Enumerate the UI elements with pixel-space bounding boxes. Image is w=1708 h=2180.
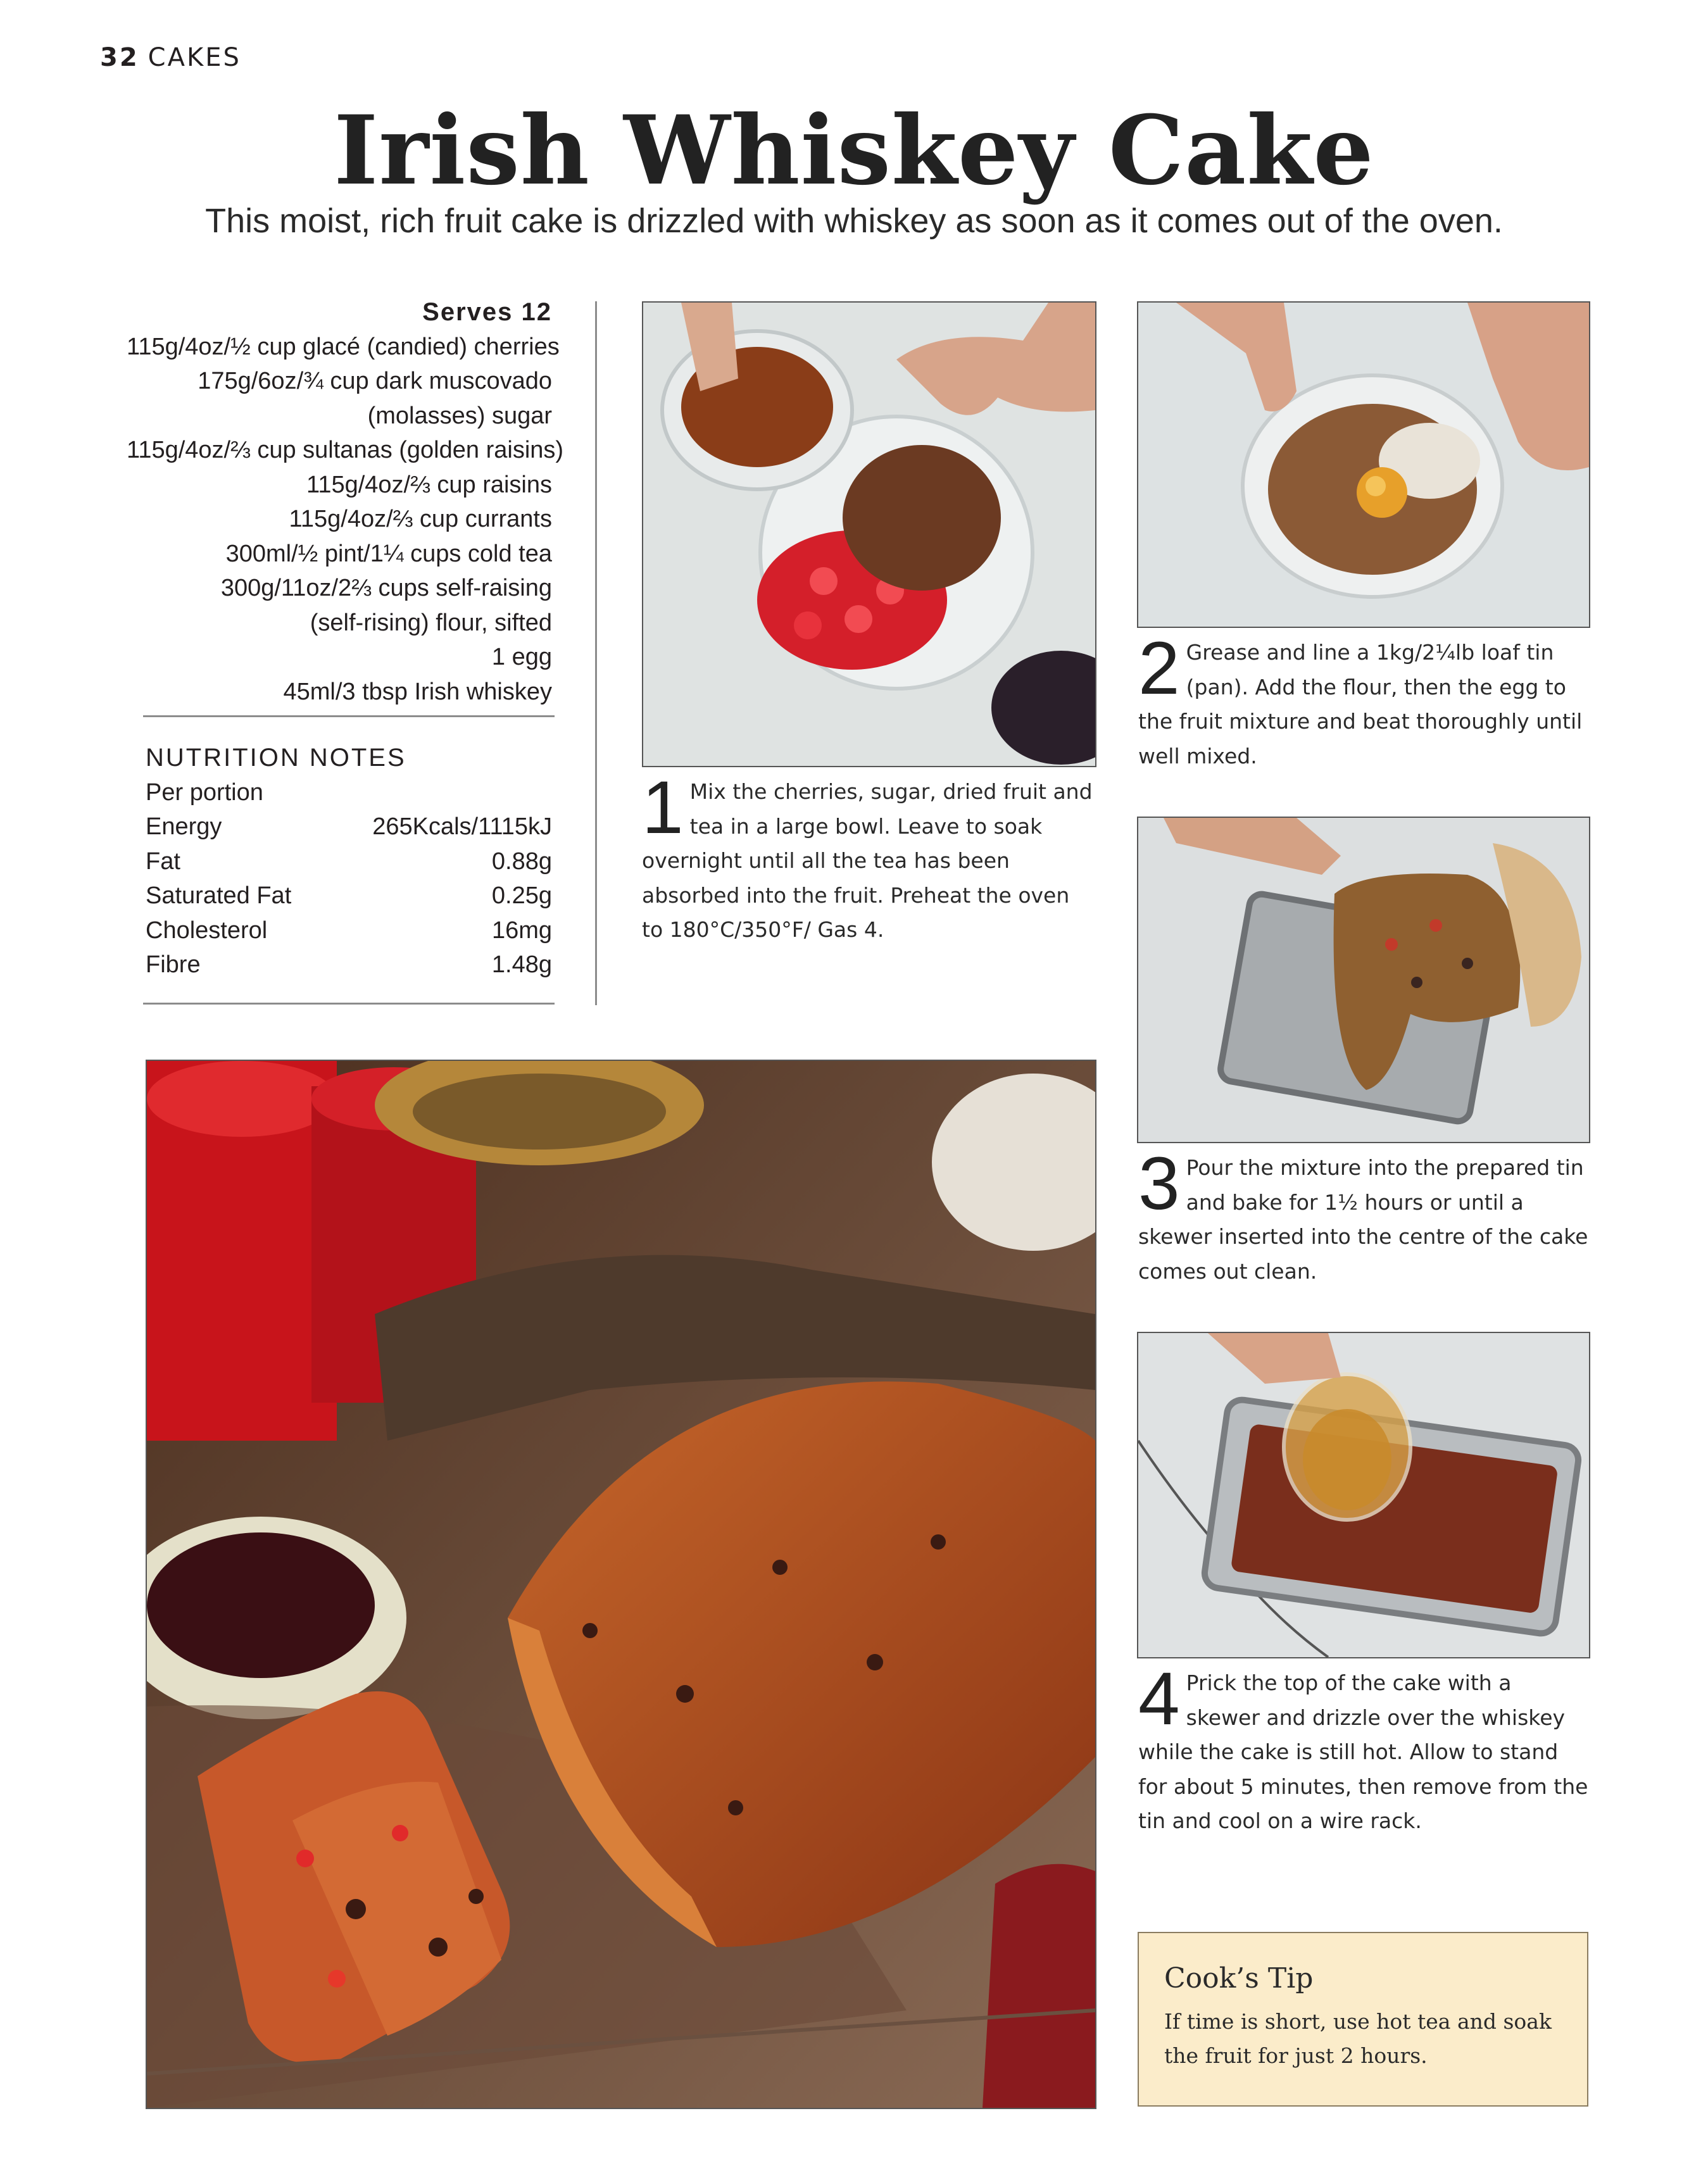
ingredients-divider xyxy=(143,715,555,717)
page-title: Irish Whiskey Cake xyxy=(334,95,1374,206)
page-number: 32 xyxy=(100,43,139,72)
per-portion-label: Per portion xyxy=(146,779,263,806)
nutrition-label: Fat xyxy=(146,848,180,875)
ingredient-line: 115g/4oz/⅔ cup sultanas (golden raisins) xyxy=(127,437,564,463)
nutrition-value: 1.48g xyxy=(491,951,552,978)
nutrition-row xyxy=(146,844,552,879)
ingredient-line: 1 egg xyxy=(491,644,552,670)
nutrition-value: 0.25g xyxy=(491,882,552,909)
nutrition-notes xyxy=(146,741,552,982)
ingredient-line: 115g/4oz/⅔ cup currants xyxy=(289,506,552,532)
step-1-photo xyxy=(642,301,1096,767)
nutrition-row xyxy=(146,810,552,844)
step-number: 1 xyxy=(642,766,684,849)
nutrition-label: Saturated Fat xyxy=(146,882,292,909)
step-number: 4 xyxy=(1138,1657,1180,1741)
mixing-bowl-illustration xyxy=(1138,303,1589,627)
nutrition-heading: NUTRITION NOTES xyxy=(146,744,406,772)
ingredient-line: 115g/4oz/⅔ cup raisins xyxy=(306,471,552,498)
ingredient-line: 115g/4oz/½ cup glacé (candied) cherries xyxy=(127,333,560,360)
nutrition-label: Cholesterol xyxy=(146,917,268,944)
cooks-tip-body: If time is short, use hot tea and soak the fruit for just 2 hours. xyxy=(1164,2009,1552,2068)
step-4-photo xyxy=(1137,1332,1590,1658)
page-subtitle: This moist, rich fruit cake is drizzled with whiskey as soon as it comes out of the oven. xyxy=(205,202,1503,240)
cooks-tip-box xyxy=(1138,1932,1588,2107)
step-4 xyxy=(1138,1657,1589,1839)
nutrition-value: 0.88g xyxy=(491,848,552,875)
step-1 xyxy=(642,766,1095,948)
nutrition-label: Energy xyxy=(146,813,222,840)
nutrition-divider xyxy=(143,1003,555,1005)
step-3 xyxy=(1138,1142,1589,1289)
pouring-batter-illustration xyxy=(1138,818,1589,1142)
section-label: CAKES xyxy=(148,43,241,72)
step-text: Mix the cherries, sugar, dried fruit and tea in a large bowl. Leave to soak overnight until all the tea has been absorbed into the fruit. Preheat the oven to 180°C/350°F/ Gas 4. xyxy=(642,779,1093,942)
ingredients-list xyxy=(127,295,564,709)
running-head xyxy=(100,43,241,72)
cooks-tip-heading: Cook’s Tip xyxy=(1164,1962,1314,1995)
step-number: 3 xyxy=(1138,1142,1180,1225)
step-3-photo xyxy=(1137,817,1590,1143)
column-divider xyxy=(595,301,597,1005)
step-text: Grease and line a 1kg/2¼lb loaf tin (pan). Add the flour, then the egg to the fruit mixture and beat thoroughly until well mixed. xyxy=(1138,640,1583,768)
whiskey-cake-illustration xyxy=(147,1061,1095,2108)
nutrition-label: Fibre xyxy=(146,951,201,978)
fruit-bowls-illustration xyxy=(643,303,1095,766)
ingredient-line: 300g/11oz/2⅔ cups self-raising xyxy=(220,575,552,601)
ingredient-line: 175g/6oz/¾ cup dark muscovado xyxy=(198,368,552,394)
serves-label: Serves 12 xyxy=(422,298,552,326)
nutrition-value: 265Kcals/1115kJ xyxy=(372,813,552,840)
step-text: Pour the mixture into the prepared tin and bake for 1½ hours or until a skewer inserted into the centre of the cake comes out clean. xyxy=(1138,1155,1588,1284)
step-text: Prick the top of the cake with a skewer and drizzle over the whiskey while the cake is still hot. Allow to stand for about 5 minutes, then remove from the tin and cool on a wire rack. xyxy=(1138,1670,1588,1833)
nutrition-row xyxy=(146,913,552,948)
finished-cake-photo xyxy=(146,1060,1096,2109)
ingredient-line: 300ml/½ pint/1¼ cups cold tea xyxy=(225,540,552,567)
ingredient-line: (molasses) sugar xyxy=(367,402,552,429)
step-2 xyxy=(1138,627,1589,774)
step-2-photo xyxy=(1137,301,1590,628)
ingredient-line: (self-rising) flour, sifted xyxy=(310,609,552,636)
ingredient-line: 45ml/3 tbsp Irish whiskey xyxy=(283,678,552,705)
nutrition-value: 16mg xyxy=(491,917,552,944)
drizzling-whiskey-illustration xyxy=(1138,1333,1589,1657)
step-number: 2 xyxy=(1138,627,1180,710)
nutrition-row xyxy=(146,879,552,913)
nutrition-row xyxy=(146,948,552,982)
